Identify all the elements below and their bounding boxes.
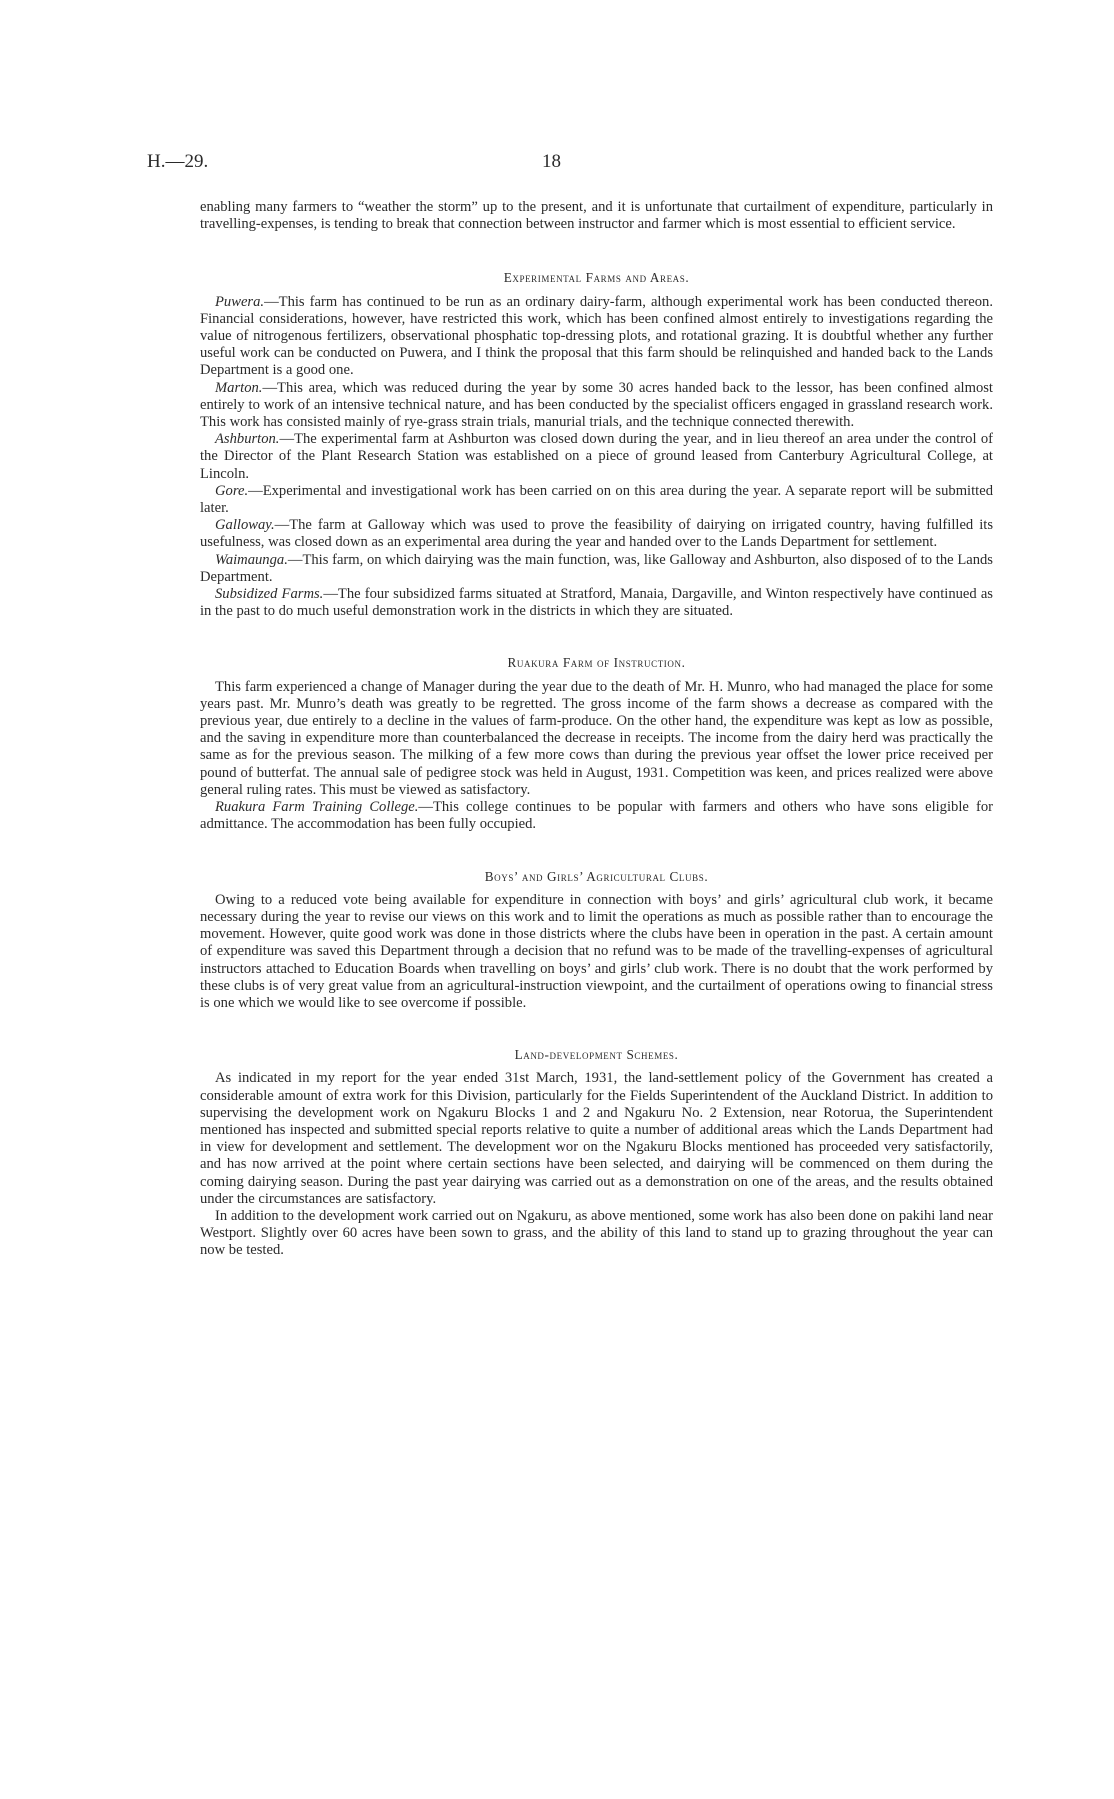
text-ashburton: —The experimental farm at Ashburton was closed down during the year, and in lieu thereof an area under the control of the Director of the Plant Research Station was established on a piece of ground leased from Canterbury Agricultural College, at Lincoln. [200, 431, 993, 482]
label-galloway: Galloway. [215, 517, 275, 534]
paragraph-waimaunga [200, 552, 993, 586]
text-ruakura-college: —This college continues to be popular with farmers and others who have sons eligible for admittance. The accommodation has been fully occupied. [200, 799, 993, 833]
label-subsidized-farms: Subsidized Farms. [215, 586, 324, 603]
text-puwera: —This farm has continued to be run as an ordinary dairy-farm, although experimental work has been conducted thereon. Financial considerations, however, have restricted this work, which has been confined almost entirely to investigations regarding the value of nitrogenous fertilizers, observational phosphatic top-dressing plots, and rotational grazing. It is doubtful whether any further useful work can be conducted on Puwera, and I think the proposal that this farm should be relinquished and handed back to the Lands Department is a good one. [200, 293, 993, 379]
label-marton: Marton. [215, 379, 263, 396]
section-heading-land-development: Land-development Schemes. [514, 1047, 679, 1063]
paragraph-galloway [200, 517, 993, 551]
paragraph-land-development-1: As indicated in my report for the year ended 31st March, 1931, the land-settlement policy of the Government has created a considerable amount of extra work for this Division, particularly for the Fields Superintendent of the Auckland District. In addition to supervising the development work on Ngakuru Blocks 1 and 2 and Ngakuru No. 2 Extension, near Rotorua, the Superintendent mentioned has inspected and submitted special reports relative to quite a number of additional areas which the Lands Department had in view for development and settlement. The development wor on the Ngakuru Blocks mentioned has proceeded very satisfactorily, and has now arrived at the point where certain sections have been selected, and dairying will be commenced on them during the coming dairying season. During the past year dairying was carried out as a demonstration on one of the areas, and the results obtained under the circumstances are satisfactory. [200, 1070, 993, 1207]
paragraph-land-development-2: In addition to the development work carried out on Ngakuru, as above mentioned, some work has also been done on pakihi land near Westport. Slightly over 60 acres have been sown to grass, and the ability of this land to stand up to grazing throughout the year can now be tested. [200, 1207, 993, 1259]
label-puwera: Puwera. [215, 293, 265, 310]
text-subsidized-farms: —The four subsidized farms situated at Stratford, Manaia, Dargaville, and Winton respectively have continued as in the past to do much useful demonstration work in the districts in which they are situated. [200, 586, 993, 620]
text-gore: —Experimental and investigational work has been carried on on this area during the year. A separate report will be submitted later. [200, 482, 993, 517]
running-header [147, 151, 967, 175]
paragraph-subsidized-farms [200, 586, 993, 620]
paragraph-ruakura: This farm experienced a change of Manager during the year due to the death of Mr. H. Munro, who had managed the place for some years past. Mr. Munro’s death was greatly to be regretted. The gross income of the farm shows a decrease as compared with the previous year, due entirely to a decline in the values of farm-produce. On the other hand, the expenditure was kept as low as possible, and the saving in expenditure more than counterbalanced the decrease in receipts. The income from the dairy herd was practically the same as for the previous season. The milking of a few more cows than during the previous year offset the lower price received per pound of butterfat. The annual sale of pedigree stock was held in August, 1931. Competition was keen, and prices realized were above general ruling rates. This must be viewed as satisfactory. [200, 678, 993, 798]
paragraph-marton [200, 380, 993, 432]
paragraph-ashburton [200, 431, 993, 483]
label-gore: Gore. [215, 482, 249, 499]
section-heading-ruakura: Ruakura Farm of Instruction. [507, 655, 686, 671]
paragraph-puwera [200, 294, 993, 380]
label-ashburton: Ashburton. [215, 431, 280, 448]
document-body [200, 199, 993, 1260]
paragraph-ruakura-college [200, 799, 993, 833]
text-waimaunga: —This farm, on which dairying was the main function, was, like Galloway and Ashburton, also disposed of to the Lands Department. [200, 551, 993, 585]
label-waimaunga: Waimaunga. [215, 551, 288, 568]
intro-paragraph: enabling many farmers to “weather the storm” up to the present, and it is unfortunate that curtailment of expenditure, particularly in travelling-expenses, is tending to break that connection between instructor and farmer which is most essential to efficient service. [200, 199, 993, 233]
text-galloway: —The farm at Galloway which was used to prove the feasibility of dairying on irrigated country, having fulfilled its usefulness, was closed down as an experimental area during the year and handed over to the Lands Department for settlement. [200, 517, 993, 551]
section-heading-experimental: Experimental Farms and Areas. [503, 270, 690, 286]
page-number: 18 [542, 151, 561, 172]
section-heading-clubs: Boys’ and Girls’ Agricultural Clubs. [484, 868, 709, 884]
label-ruakura-college: Ruakura Farm Training College. [215, 799, 419, 816]
paragraph-gore [200, 483, 993, 517]
paragraph-clubs: Owing to a reduced vote being available for expenditure in connection with boys’ and girls’ agricultural club work, it became necessary during the year to revise our views on this work and to limit the operations as much as possible rather than to encourage the movement. However, quite good work was done in those districts where the clubs have been in operation in the past. A certain amount of expenditure was saved this Department through a decision that no refund was to be made of the travelling-expenses of agricultural instructors attached to Education Boards when travelling on boys’ and girls’ club work. There is no doubt that the work performed by these clubs is of very great value from an agricultural-instruction viewpoint, and the curtailment of operations owing to financial stress is one which we would like to see overcome if possible. [200, 891, 993, 1011]
text-marton: —This area, which was reduced during the year by some 30 acres handed back to the lessor, has been confined almost entirely to work of an intensive technical nature, and has been conducted by the specialist officers engaged in grassland research work. This work has consisted mainly of rye-grass strain trials, manurial trials, and the technique connected therewith. [200, 379, 993, 431]
document-reference: H.—29. [147, 151, 209, 172]
